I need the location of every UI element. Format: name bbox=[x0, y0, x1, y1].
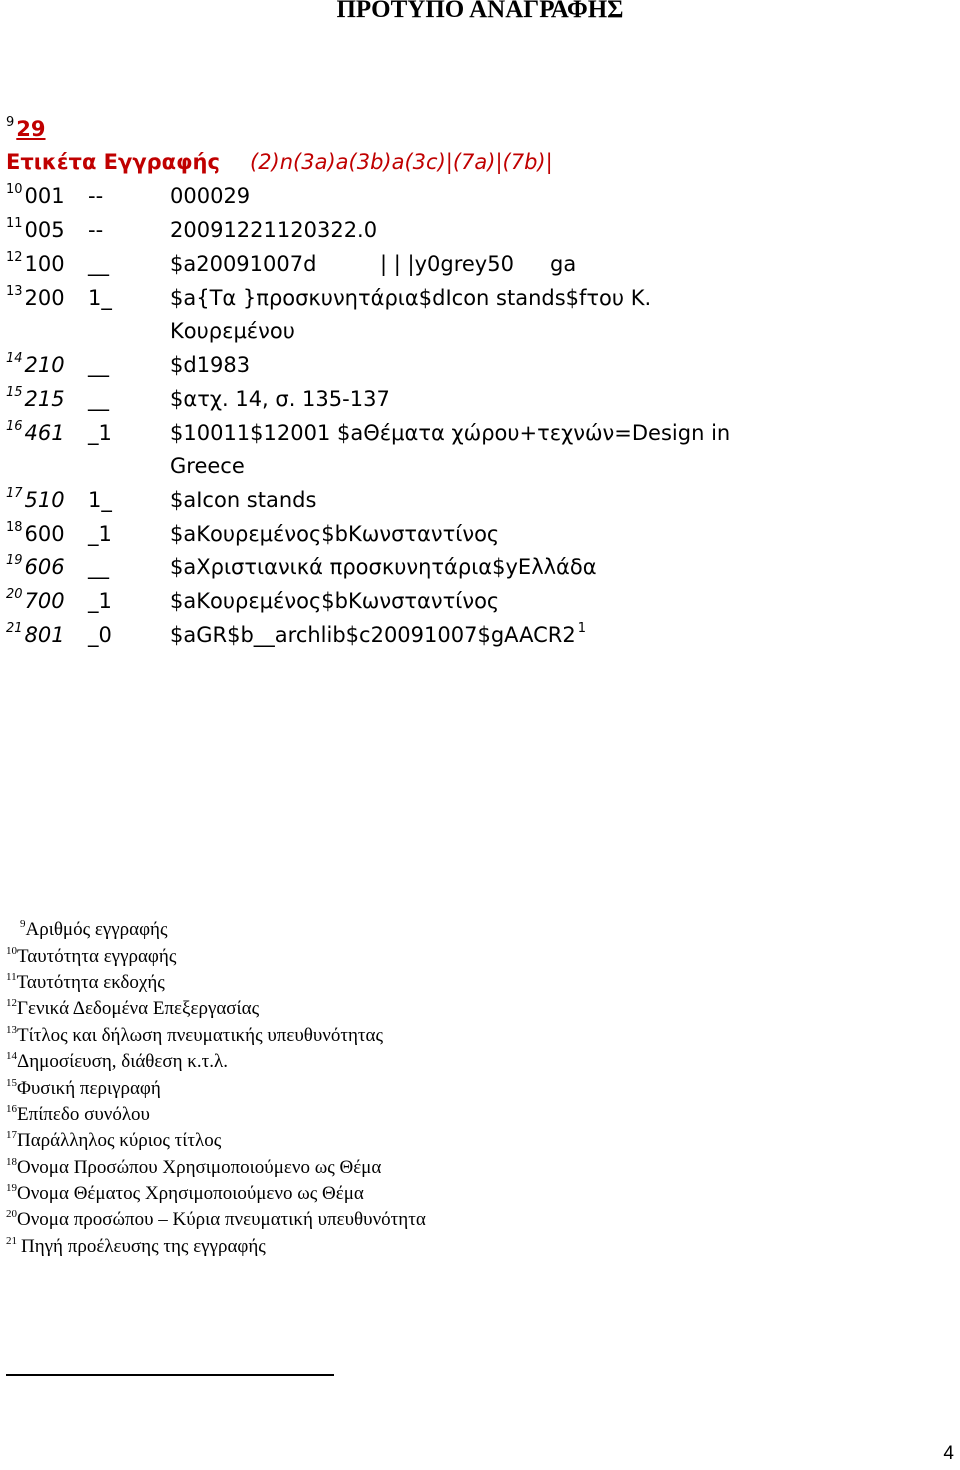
field-value-fixed: | | |y0grey50 bbox=[380, 252, 514, 276]
footnote-item bbox=[6, 970, 165, 996]
footnote-ref: 16 bbox=[6, 419, 23, 434]
field-tag: 100 bbox=[24, 252, 65, 276]
footnote-ref: 9 bbox=[6, 115, 15, 130]
footnote-item bbox=[6, 1207, 426, 1233]
footnote-number: 19 bbox=[6, 1182, 17, 1194]
field-value: $a{Τα }προσκυνητάρια$dIcon stands$fτου Κ. bbox=[170, 286, 652, 310]
field-tag: 200 bbox=[24, 286, 65, 310]
record-label: Ετικέτα Εγγραφής bbox=[6, 150, 220, 174]
footnote-ref: 1 bbox=[577, 621, 587, 636]
footnote-ref: 21 bbox=[6, 621, 23, 636]
footnote-item bbox=[6, 1102, 150, 1128]
field-value bbox=[170, 619, 588, 655]
field-value: $aΧριστιανικά προσκυνητάρια$yΕλλάδα bbox=[170, 555, 597, 579]
footnote-item bbox=[6, 1023, 383, 1049]
footnote-item bbox=[6, 1155, 381, 1181]
page-title: ΠΡΟΤΥΠΟ ΑΝΑΓΡΑΦΗΣ bbox=[336, 0, 624, 23]
footnote-separator bbox=[6, 1374, 334, 1376]
footnote-ref: 13 bbox=[6, 284, 23, 299]
footnote-text: Παράλληλος κύριος τίτλος bbox=[17, 1130, 222, 1151]
footnote-text: Επίπεδο συνόλου bbox=[17, 1104, 150, 1125]
footnote-number: 21 bbox=[6, 1235, 17, 1247]
footnote-number: 20 bbox=[6, 1208, 17, 1220]
footnote-ref: 18 bbox=[6, 520, 23, 535]
field-tag: 606 bbox=[24, 555, 65, 579]
footnote-text: Ονομα Προσώπου Χρησιμοποιούμενο ως Θέμα bbox=[17, 1157, 382, 1178]
field-value-text: $aGR$b__archlib$c20091007$gAACR2 bbox=[170, 623, 576, 647]
field-tag: 600 bbox=[24, 522, 65, 546]
footnote-item bbox=[6, 1049, 228, 1075]
footnote-number: 11 bbox=[6, 971, 17, 983]
field-tag: 700 bbox=[24, 589, 65, 613]
footnote-item bbox=[6, 1128, 221, 1154]
footnote-item bbox=[6, 1181, 364, 1207]
footnote-item bbox=[6, 944, 176, 970]
footnote-text: Γενικά Δεδομένα Επεξεργασίας bbox=[17, 998, 260, 1019]
footnote-number: 18 bbox=[6, 1156, 17, 1168]
footnote-item bbox=[6, 996, 259, 1022]
footnote-number: 14 bbox=[6, 1050, 17, 1062]
footnote-item bbox=[6, 1076, 161, 1102]
field-tag: 001 bbox=[24, 184, 65, 208]
footnote-text: Ονομα Θέματος Χρησιμοποιούμενο ως Θέμα bbox=[17, 1183, 364, 1204]
field-indicator: _1 bbox=[88, 522, 112, 546]
footnote-ref: 11 bbox=[6, 216, 23, 231]
field-value: $aΚουρεμένος$bΚωνσταντίνος bbox=[170, 589, 500, 613]
record-number-line bbox=[6, 113, 46, 145]
field-tag: 801 bbox=[24, 623, 65, 647]
record-label-line bbox=[6, 146, 553, 178]
field-continuation: Κουρεμένου bbox=[170, 319, 295, 343]
footnote-number: 12 bbox=[6, 997, 17, 1009]
footnote-ref: 14 bbox=[6, 351, 23, 366]
footnote-text: Πηγή προέλευσης της εγγραφής bbox=[21, 1236, 266, 1257]
field-indicator: -- bbox=[88, 184, 104, 208]
field-continuation: Greece bbox=[170, 454, 245, 478]
field-value: $aΚουρεμένος$bΚωνσταντίνος bbox=[170, 522, 500, 546]
footnote-text: Φυσική περιγραφή bbox=[17, 1078, 161, 1099]
field-value-language: ga bbox=[550, 252, 577, 276]
footnote-ref: 17 bbox=[6, 486, 23, 501]
field-tag: 461 bbox=[24, 421, 65, 445]
field-value: $d1983 bbox=[170, 353, 251, 377]
footnote-text: Ταυτότητα εγγραφής bbox=[17, 946, 177, 967]
field-value: $10011$12001 $aΘέματα χώρου+τεχνών=Design in bbox=[170, 421, 731, 445]
field-indicator: __ bbox=[88, 252, 109, 276]
footnote-number: 16 bbox=[6, 1103, 17, 1115]
field-indicator: _0 bbox=[88, 623, 112, 647]
field-indicator: _1 bbox=[88, 421, 112, 445]
footnote-number: 9 bbox=[20, 918, 26, 930]
footnote-text: Ταυτότητα εκδοχής bbox=[16, 972, 165, 993]
field-value: $ατχ. 14, σ. 135-137 bbox=[170, 387, 390, 411]
field-indicator: 1_ bbox=[88, 488, 112, 512]
footnote-ref: 19 bbox=[6, 553, 23, 568]
footnote-ref: 10 bbox=[6, 182, 23, 197]
field-value: 000029 bbox=[170, 184, 251, 208]
field-indicator: 1_ bbox=[88, 286, 112, 310]
footnote-text: Αριθμός εγγραφής bbox=[25, 919, 168, 940]
record-label-structure: (2)n(3a)a(3b)a(3c)|(7a)|(7b)| bbox=[250, 150, 553, 174]
field-value: $aIcon stands bbox=[170, 488, 317, 512]
field-indicator: __ bbox=[88, 353, 109, 377]
footnote-item bbox=[6, 1234, 266, 1260]
field-tag: 005 bbox=[24, 218, 65, 242]
footnote-ref: 20 bbox=[6, 587, 23, 602]
footnote-number: 13 bbox=[6, 1024, 17, 1036]
footnote-number: 17 bbox=[6, 1129, 17, 1141]
field-indicator: -- bbox=[88, 218, 104, 242]
field-tag: 210 bbox=[24, 353, 65, 377]
footnote-number: 10 bbox=[6, 945, 17, 957]
footnote-number: 15 bbox=[6, 1077, 17, 1089]
footnote-item bbox=[6, 917, 168, 943]
record-number: 29 bbox=[16, 117, 46, 141]
field-tag: 510 bbox=[24, 488, 65, 512]
page-number: 4 bbox=[943, 1443, 954, 1464]
field-value: $a20091007d bbox=[170, 252, 317, 276]
field-indicator: __ bbox=[88, 555, 109, 579]
field-tag: 215 bbox=[24, 387, 65, 411]
field-indicator: _1 bbox=[88, 589, 112, 613]
footnote-text: Τίτλος και δήλωση πνευματικής υπευθυνότητας bbox=[17, 1025, 384, 1046]
footnote-ref: 15 bbox=[6, 385, 23, 400]
footnote-ref: 12 bbox=[6, 250, 23, 265]
field-indicator: __ bbox=[88, 387, 109, 411]
field-value: 20091221120322.0 bbox=[170, 218, 378, 242]
footnote-text: Δημοσίευση, διάθεση κ.τ.λ. bbox=[17, 1051, 228, 1072]
footnote-text: Ονομα προσώπου – Κύρια πνευματική υπευθυνότητα bbox=[17, 1209, 426, 1230]
